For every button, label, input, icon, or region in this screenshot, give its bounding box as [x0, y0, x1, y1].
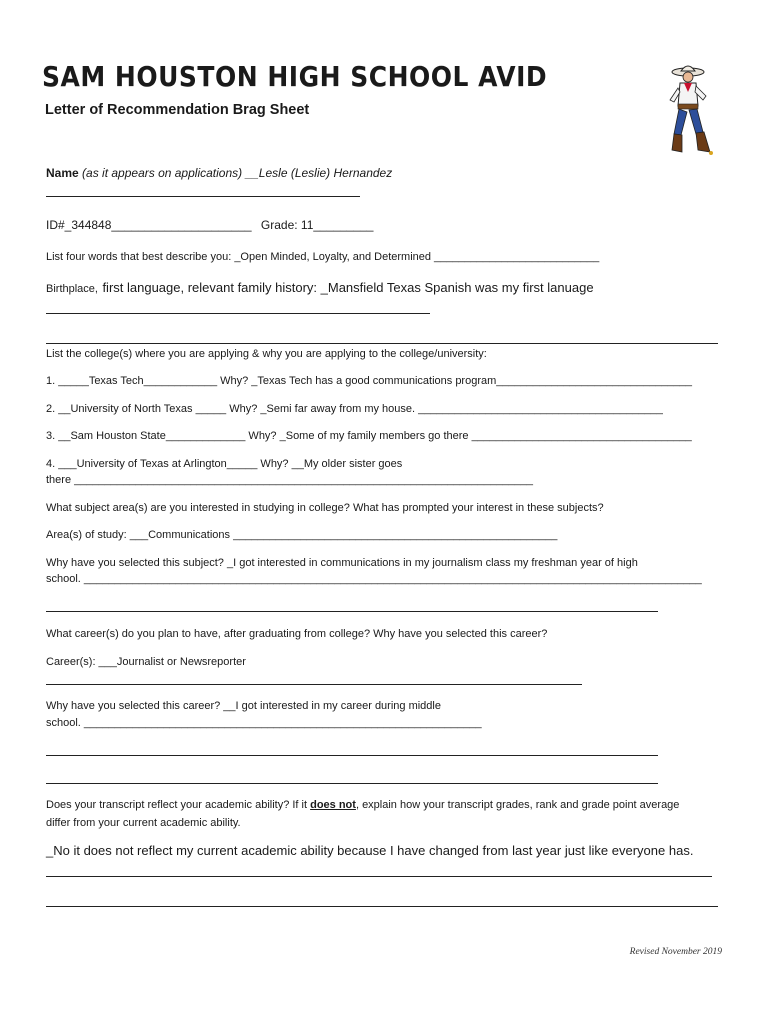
transcript-line-1 — [46, 876, 712, 877]
career-line — [46, 684, 582, 685]
birthplace-row — [46, 279, 594, 297]
career-line-2 — [46, 755, 658, 756]
transcript-line-2 — [46, 906, 718, 907]
transcript-prompt — [46, 799, 679, 811]
transcript-prompt-b: , explain how your transcript grades, rank and grade point average — [355, 799, 680, 811]
career-prompt: What career(s) do you plan to have, after graduating from college? Why have you selected this career? — [46, 628, 548, 640]
name-label: Name — [46, 166, 79, 180]
college-item-4-cont: there ___________________________________________________________________________ — [46, 474, 533, 486]
name-field — [46, 166, 392, 180]
birthplace-line-1 — [46, 313, 430, 314]
college-item-1: 1. _____Texas Tech____________ Why? _Texas Tech has a good communications program________________________________ — [46, 375, 693, 387]
subject-why: Why have you selected this subject? _I got interested in communications in my journalism class my freshman year of high — [46, 557, 638, 569]
grade-value: Grade: 11_________ — [260, 218, 374, 232]
transcript-prompt-line2: differ from your current academic ability. — [46, 817, 241, 829]
colleges-prompt: List the college(s) where you are applying & why you are applying to the college/university: — [46, 348, 487, 360]
name-underline — [46, 196, 360, 197]
career-why-cont: school. _________________________________________________________________ — [46, 717, 482, 729]
area-of-study: Area(s) of study: ___Communications _____________________________________________________ — [46, 529, 558, 541]
birthplace-answer: first language, relevant family history: _Mansfield Texas Spanish was my first lanuage — [102, 280, 594, 295]
transcript-prompt-a: Does your transcript reflect your academic ability? If it — [46, 799, 311, 811]
page-subtitle: Letter of Recommendation Brag Sheet — [45, 102, 310, 118]
four-words-answer: List four words that best describe you: _Open Minded, Loyalty, and Determined ___________________________ — [46, 251, 600, 263]
career-line-3 — [46, 783, 658, 784]
birthplace-line-2 — [46, 343, 718, 344]
page-title: SAM HOUSTON HIGH SCHOOL AVID — [42, 60, 548, 93]
cowboy-mascot-icon — [662, 62, 718, 160]
birthplace-label: Birthplace, — [46, 283, 98, 295]
id-grade-row — [46, 218, 373, 232]
transcript-answer: _No it does not reflect my current academic ability because I have changed from last year just like everyone has. — [46, 843, 694, 858]
career-value: Career(s): ___Journalist or Newsreporter — [46, 656, 246, 668]
college-item-2: 2. __University of North Texas _____ Why? _Semi far away from my house. ________________________________________ — [46, 403, 663, 415]
college-item-3: 3. __Sam Houston State_____________ Why? _Some of my family members go there ____________________________________ — [46, 430, 692, 442]
subject-line — [46, 611, 658, 612]
transcript-prompt-bold: does not — [310, 799, 356, 811]
revision-note: Revised November 2019 — [629, 947, 722, 957]
subject-prompt: What subject area(s) are you interested in studying in college? What has prompted your interest in these subjects? — [46, 502, 604, 514]
career-why: Why have you selected this career? __I got interested in my career during middle — [46, 700, 441, 712]
name-value: (as it appears on applications) __Lesle (Leslie) Hernandez — [82, 166, 393, 180]
id-value: ID#_344848_____________________ — [46, 218, 252, 232]
college-item-4: 4. ___University of Texas at Arlington_____ Why? __My older sister goes — [46, 458, 403, 470]
subject-why-cont: school. _____________________________________________________________________________________________________ — [46, 573, 702, 585]
